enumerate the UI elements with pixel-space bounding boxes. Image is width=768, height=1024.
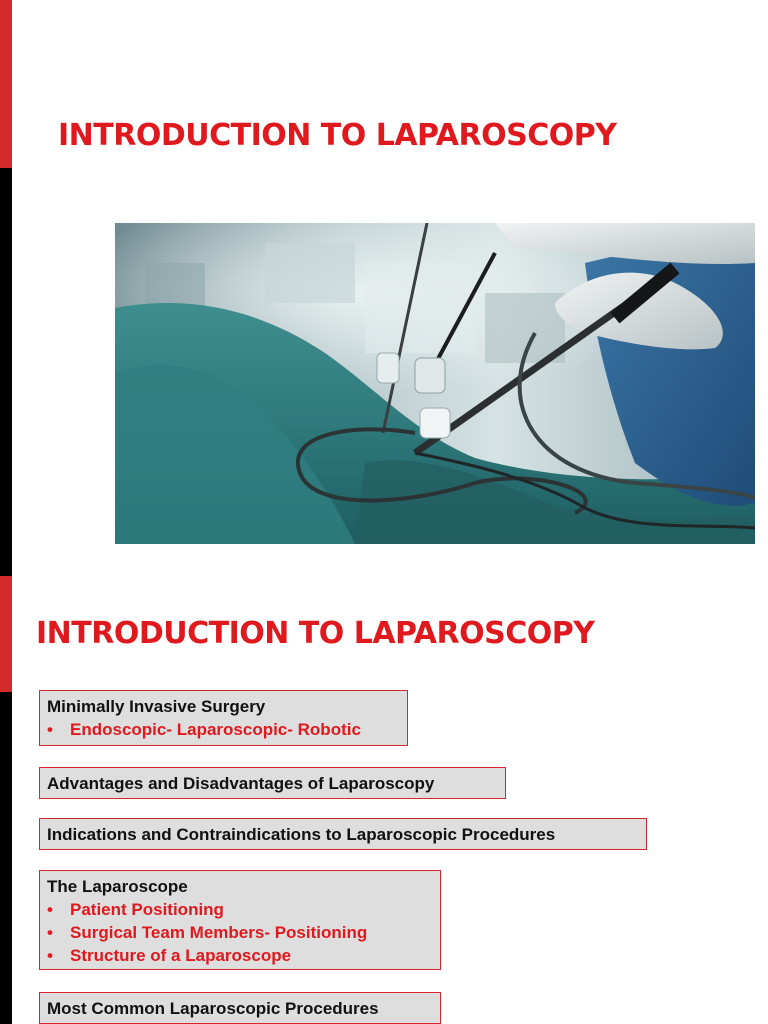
topic-heading: Minimally Invasive Surgery [47,697,266,716]
topic-heading: Advantages and Disadvantages of Laparoscopy [47,774,435,793]
bullet-icon: • [47,946,53,965]
bullet-icon: • [47,720,53,739]
slide-2-title: INTRODUCTION TO LAPAROSCOPY [36,616,595,651]
accent-bar-black [0,168,12,576]
slide-1-title: INTRODUCTION TO LAPAROSCOPY [58,118,617,153]
accent-bar-black [0,692,12,1024]
bullet-item: • Structure of a Laparoscope [47,946,292,965]
topic-heading: Most Common Laparoscopic Procedures [47,999,379,1018]
topic-box-laparoscope [39,870,441,970]
topic-heading: Indications and Contraindications to Laparoscopic Procedures [47,825,556,844]
topic-box-indications [39,818,647,850]
surgery-photo [115,223,755,544]
topic-box-minimally-invasive [39,690,408,746]
slide-2 [0,576,768,1024]
accent-bar-red [0,576,12,692]
bullet-icon: • [47,923,53,942]
topic-box-common-procedures [39,992,441,1024]
topic-bullets [47,898,433,967]
bullet-item: • Patient Positioning [47,900,224,919]
bullet-item: • Endoscopic- Laparoscopic- Robotic [47,720,361,739]
topic-box-advantages [39,767,506,799]
bullet-item: • Surgical Team Members- Positioning [47,923,368,942]
topic-heading: The Laparoscope [47,877,188,896]
topic-bullets [47,718,400,741]
accent-bar-red [0,0,12,168]
bullet-icon: • [47,900,53,919]
